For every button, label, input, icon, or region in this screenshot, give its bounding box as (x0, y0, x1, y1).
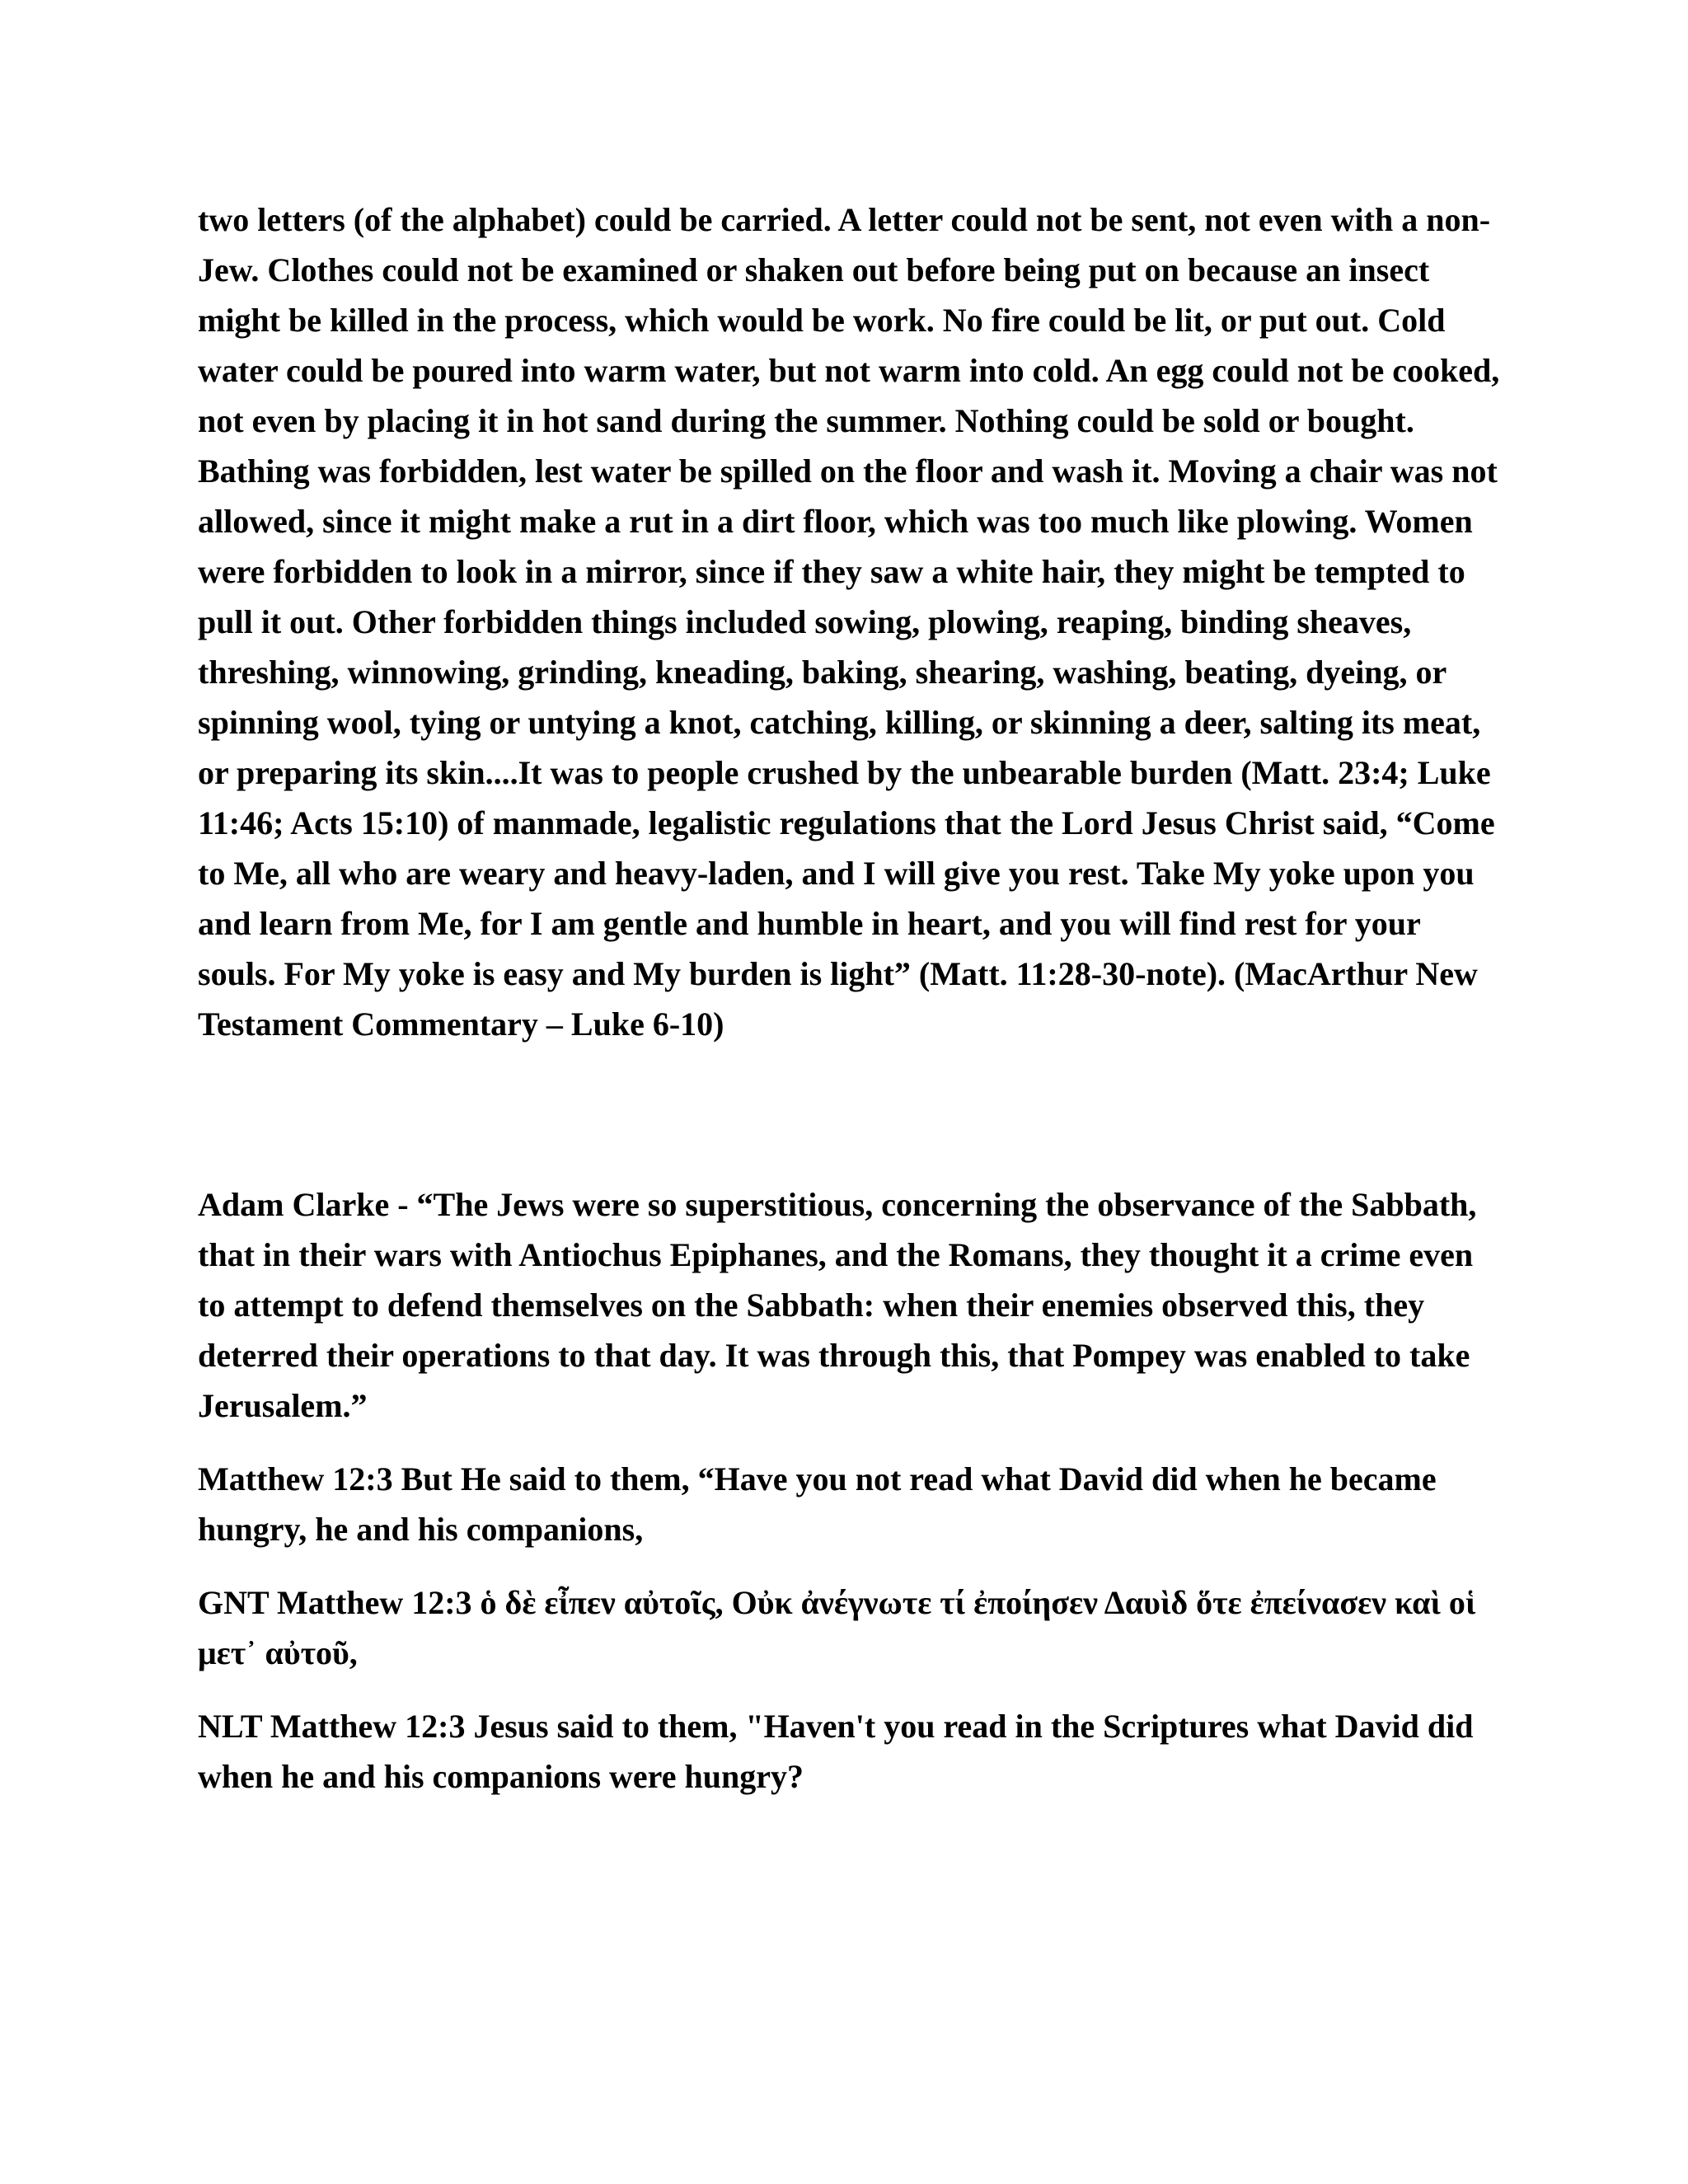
macarthur-commentary-paragraph: two letters (of the alphabet) could be carried. A letter could not be sent, not even with a non-Jew. Clothes could not be examined or shaken out before being put on because an insect might be killed in the process, which would be work. No fire could be lit, or put out. Cold water could be poured into warm water, but not warm into cold. An egg could not be cooked, not even by placing it in hot sand during the summer. Nothing could be sold or bought. Bathing was forbidden, lest water be spilled on the floor and wash it. Moving a chair was not allowed, since it might make a rut in a dirt floor, which was too much like plowing. Women were forbidden to look in a mirror, since if they saw a white hair, they might be tempted to pull it out. Other forbidden things included sowing, plowing, reaping, binding sheaves, threshing, winnowing, grinding, kneading, baking, shearing, washing, beating, dyeing, or spinning wool, tying or untying a knot, catching, killing, or skinning a deer, salting its meat, or preparing its skin....It was to people crushed by the unbearable burden (Matt. 23:4; Luke 11:46; Acts 15:10) of manmade, legalistic regulations that the Lord Jesus Christ said, “Come to Me, all who are weary and heavy-laden, and I will give you rest. Take My yoke upon you and learn from Me, for I am gentle and humble in heart, and you will find rest for your souls. For My yoke is easy and My burden is light” (Matt. 11:28-30-note). (MacArthur New Testament Commentary – Luke 6-10) (198, 201, 1500, 1043)
gnt-verse-paragraph: GNT Matthew 12:3 ὁ δὲ εἶπεν αὐτοῖς, Οὐκ ἀνέγνωτε τί ἐποίησεν Δαυὶδ ὅτε ἐπείνασεν καὶ οἱ μετ᾽ αὐτοῦ, (198, 1584, 1476, 1671)
adam-clarke-paragraph: Adam Clarke - “The Jews were so superstitious, concerning the observance of the Sabbath, that in their wars with Antiochus Epiphanes, and the Romans, they thought it a crime even to attempt to defend themselves on the Sabbath: when their enemies observed this, they deterred their operations to that day. It was through this, that Pompey was enabled to take Jerusalem.” (198, 1186, 1477, 1424)
nlt-verse-paragraph: NLT Matthew 12:3 Jesus said to them, "Haven't you read in the Scriptures what David did when he and his companions were hungry? (198, 1708, 1474, 1795)
document-page (198, 194, 1500, 1802)
matthew-verse-paragraph: Matthew 12:3 But He said to them, “Have you not read what David did when he became hungry, he and his companions, (198, 1460, 1437, 1548)
